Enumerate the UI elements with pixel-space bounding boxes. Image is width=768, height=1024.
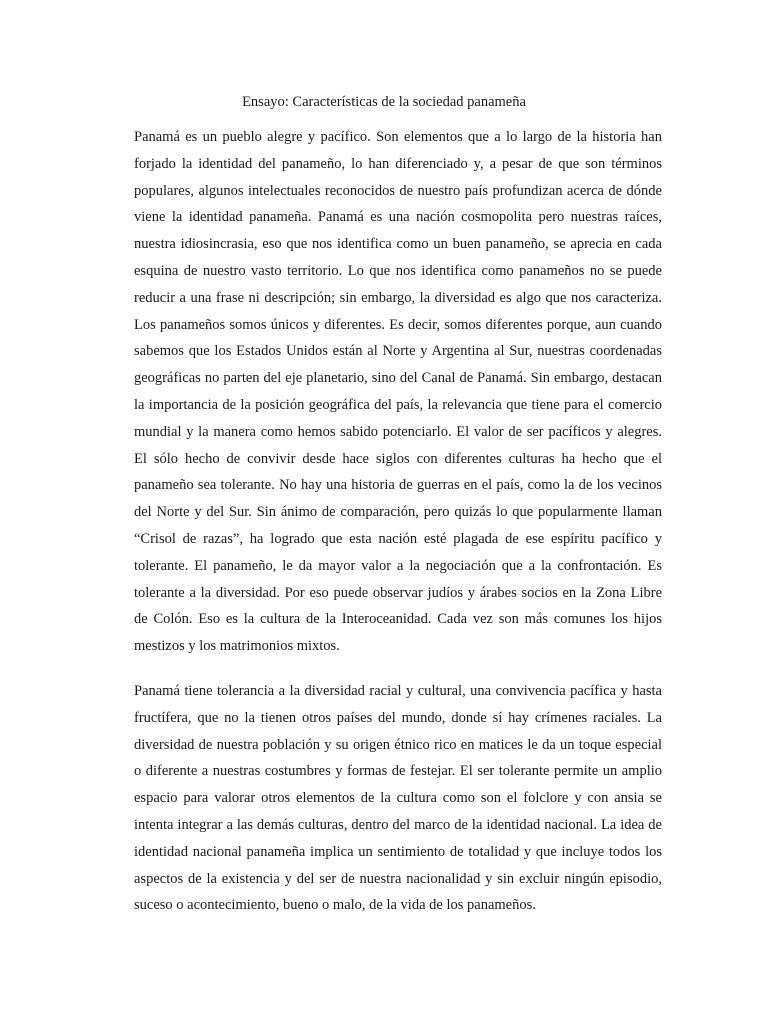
essay-paragraph-1: Panamá es un pueblo alegre y pacífico. Son elementos que a lo largo de la historia han forjado la identidad del panameño, lo han diferenciado y, a pesar de que son términos populares, algunos intelectuales reconocidos de nuestro país profundizan acerca de dónde viene la identidad panameña. Panamá es una nación cosmopolita pero nuestras raíces, nuestra idiosincrasia, eso que nos identifica como un buen panameño, se aprecia en cada esquina de nuestro vasto territorio. Lo que nos identifica como panameños no se puede reducir a una frase ni descripción; sin embargo, la diversidad es algo que nos caracteriza. Los panameños somos únicos y diferentes. Es decir, somos diferentes porque, aun cuando sabemos que los Estados Unidos están al Norte y Argentina al Sur, nuestras coordenadas geográficas no parten del eje planetario, sino del Canal de Panamá. Sin embargo, destacan la importancia de la posición geográfica del país, la relevancia que tiene para el comercio mundial y la manera como hemos sabido potenciarlo. El valor de ser pacíficos y alegres. El sólo hecho de convivir desde hace siglos con diferentes culturas ha hecho que el panameño sea tolerante. No hay una historia de guerras en el país, como la de los vecinos del Norte y del Sur. Sin ánimo de comparación, pero quizás lo que popularmente llaman “Crisol de razas”, ha logrado que esta nación esté plagada de ese espíritu pacífico y tolerante. El panameño, le da mayor valor a la negociación que a la confrontación. Es tolerante a la diversidad. Por eso puede observar judíos y árabes socios en la Zona Libre de Colón. Eso es la cultura de la Interoceanidad. Cada vez son más comunes los hijos mestizos y los matrimonios mixtos.: [134, 129, 662, 655]
essay-paragraph-2: Panamá tiene tolerancia a la diversidad racial y cultural, una convivencia pacífica y hasta fructífera, que no la tienen otros países del mundo, donde sí hay crímenes raciales. La diversidad de nuestra población y su origen étnico rico en matices le da un toque especial o diferente a nuestras costumbres y formas de festejar. El ser tolerante permite un amplio espacio para valorar otros elementos de la cultura como son el folclore y con ansia se intenta integrar a las demás culturas, dentro del marco de la identidad nacional. La idea de identidad nacional panameña implica un sentimiento de totalidad y que incluye todos los aspectos de la existencia y del ser de nuestra nacionalidad y sin excluir ningún episodio, suceso o acontecimiento, bueno o malo, de la vida de los panameños.: [134, 683, 662, 914]
essay-title: Ensayo: Características de la sociedad panameña: [242, 94, 526, 110]
